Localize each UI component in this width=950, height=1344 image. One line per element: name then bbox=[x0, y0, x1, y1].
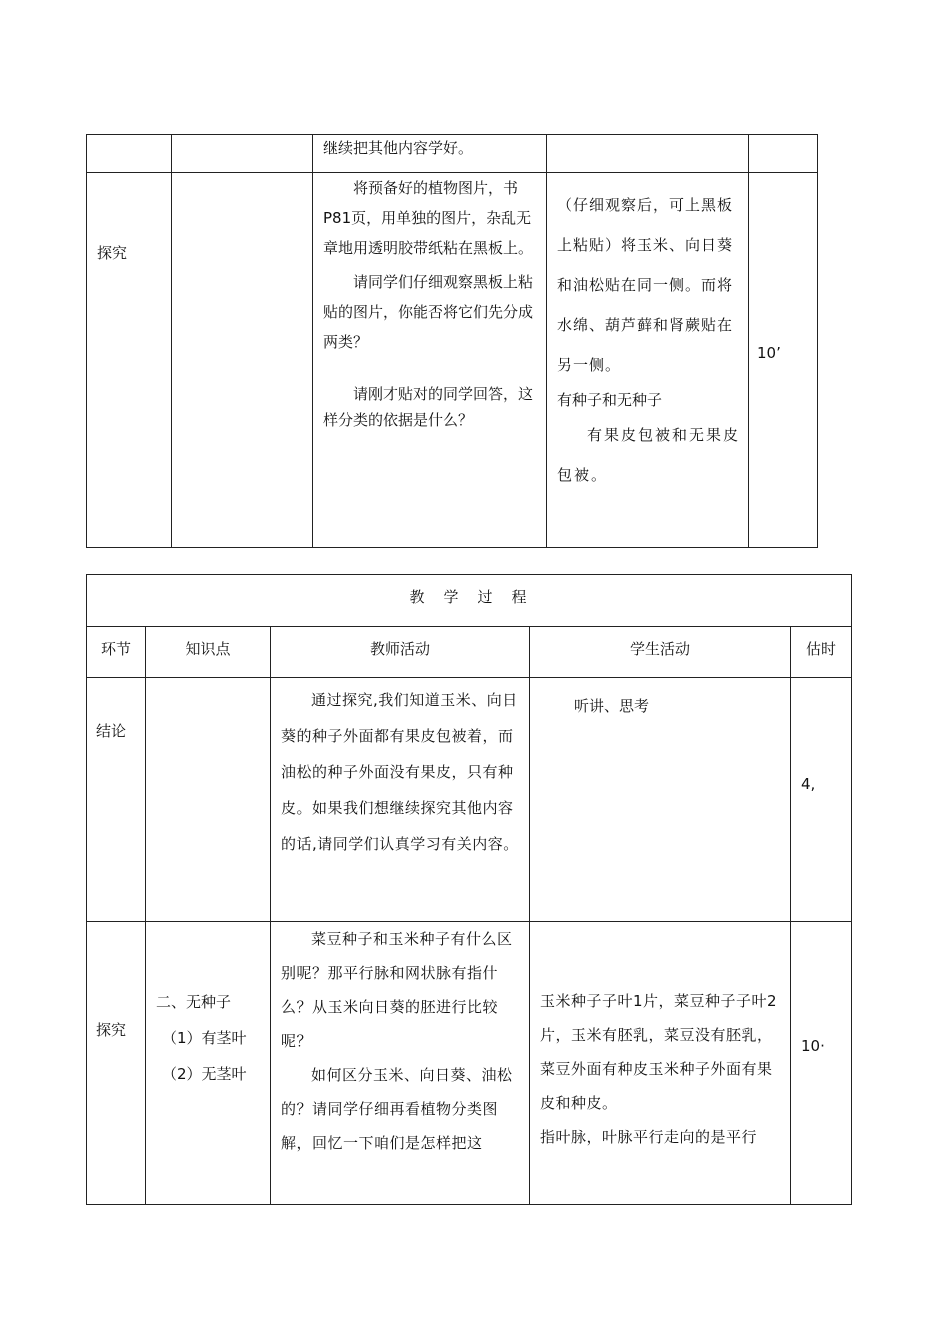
student-paragraph: 玉米种子子叶1片，菜豆种子子叶2片，玉米有胚乳，菜豆没有胚乳，菜豆外面有种皮玉米种子外面有果皮和种皮。 bbox=[540, 992, 778, 1112]
knowledge-item: 二、无种子 bbox=[156, 993, 232, 1011]
teacher-activity-cell bbox=[313, 135, 547, 173]
header-label: 环节 bbox=[100, 640, 131, 658]
section-label: 探究 bbox=[97, 244, 128, 262]
table-title: 教 学 过 程 bbox=[409, 588, 529, 606]
time-cell bbox=[749, 135, 818, 173]
teacher-paragraph: 请刚才贴对的同学回答，这样分类的依据是什么？ bbox=[323, 385, 534, 429]
teacher-activity-cell bbox=[271, 922, 530, 1205]
knowledge-cell bbox=[172, 173, 313, 548]
table-row bbox=[87, 173, 818, 548]
student-paragraph: 有种子和无种子 bbox=[557, 391, 663, 409]
section-cell bbox=[87, 922, 146, 1205]
time-value: 10· bbox=[801, 1037, 825, 1055]
time-cell bbox=[791, 922, 852, 1205]
section-label: 探究 bbox=[96, 1021, 127, 1039]
teacher-paragraph: 通过探究,我们知道玉米、向日葵的种子外面都有果皮包被着，而油松的种子外面没有果皮，只有种皮。如果我们想继续探究其他内容的话,请同学们认真学习有关内容。 bbox=[281, 691, 519, 853]
table-title-cell bbox=[87, 575, 852, 627]
table-row bbox=[87, 135, 818, 173]
teacher-activity-cell bbox=[271, 678, 530, 922]
student-activity-cell bbox=[530, 922, 791, 1205]
header-label: 学生活动 bbox=[629, 640, 690, 658]
time-cell bbox=[749, 173, 818, 548]
table-header-row bbox=[87, 627, 852, 678]
section-label: 结论 bbox=[96, 722, 127, 740]
header-label: 知识点 bbox=[185, 640, 231, 658]
student-paragraph: （仔细观察后，可上黑板上粘贴）将玉米、向日葵和油松贴在同一侧。而将水绵、葫芦藓和肾蕨贴在另一侧。 bbox=[557, 196, 734, 374]
teacher-activity-cell bbox=[313, 173, 547, 548]
table-row bbox=[87, 922, 852, 1205]
knowledge-cell bbox=[172, 135, 313, 173]
section-cell bbox=[87, 173, 172, 548]
student-text: 听讲、思考 bbox=[574, 697, 650, 715]
teacher-paragraph: 菜豆种子和玉米种子有什么区别呢？那平行脉和网状脉有指什么？从玉米向日葵的胚进行比较呢？ bbox=[281, 930, 513, 1050]
student-activity-cell bbox=[547, 135, 749, 173]
teacher-paragraph: 请同学们仔细观察黑板上粘贴的图片，你能否将它们先分成两类？ bbox=[323, 273, 534, 351]
teacher-paragraph: 将预备好的植物图片，书P81页，用单独的图片，杂乱无章地用透明胶带纸粘在黑板上。 bbox=[323, 179, 534, 257]
teacher-paragraph: 如何区分玉米、向日葵、油松的？请同学仔细再看植物分类图解，回忆一下咱们是怎样把这 bbox=[281, 1066, 513, 1152]
student-paragraph: 有果皮包被和无果皮包被。 bbox=[557, 426, 741, 484]
section-cell bbox=[87, 678, 146, 922]
time-cell bbox=[791, 678, 852, 922]
header-section bbox=[87, 627, 146, 678]
knowledge-cell bbox=[146, 922, 271, 1205]
knowledge-item: （1）有茎叶 bbox=[162, 1029, 247, 1047]
time-value: 10’ bbox=[757, 344, 781, 362]
teacher-text: 继续把其他内容学好。 bbox=[323, 139, 474, 157]
header-time bbox=[791, 627, 852, 678]
table-title-row bbox=[87, 575, 852, 627]
teaching-process-table bbox=[86, 574, 852, 1205]
section-cell bbox=[87, 135, 172, 173]
header-teacher bbox=[271, 627, 530, 678]
header-label: 教师活动 bbox=[369, 640, 430, 658]
lesson-table-continued bbox=[86, 134, 818, 548]
header-label: 估时 bbox=[806, 640, 837, 658]
header-knowledge bbox=[146, 627, 271, 678]
student-paragraph: 指叶脉，叶脉平行走向的是平行 bbox=[540, 1128, 758, 1146]
student-activity-cell bbox=[547, 173, 749, 548]
knowledge-cell bbox=[146, 678, 271, 922]
table-row bbox=[87, 678, 852, 922]
time-value: 4, bbox=[801, 775, 816, 793]
header-student bbox=[530, 627, 791, 678]
student-activity-cell bbox=[530, 678, 791, 922]
knowledge-item: （2）无茎叶 bbox=[162, 1065, 247, 1083]
